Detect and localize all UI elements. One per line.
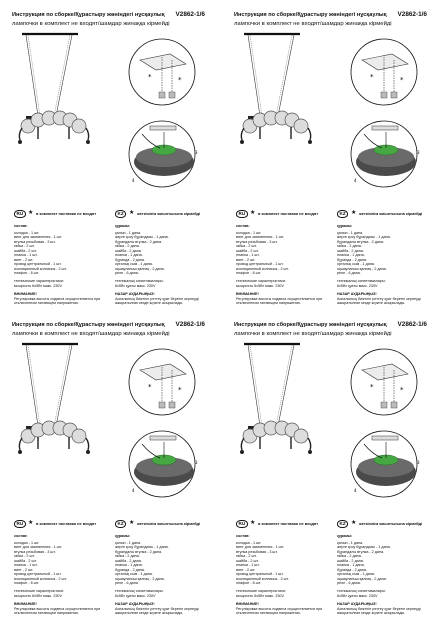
ru-item: шайба - 2 шт. — [14, 558, 37, 563]
kz-note: жеткізілім жиынтығына кірмейді — [359, 211, 423, 216]
ru-item: втулка резьбовая - 3 шт. — [14, 239, 56, 244]
assembly-illustration — [12, 30, 219, 206]
star-icon: ★ — [250, 210, 256, 216]
kz-tech-value: 6х5Вт қуаты макс. 230V — [115, 283, 156, 288]
svg-text:*: * — [370, 73, 374, 81]
kz-item: орталық сым - 1 дана. — [337, 262, 375, 267]
kz-item: жерге қосу бұрандасы - 1 дана. — [115, 235, 169, 240]
kz-item: планка - 1 дана. — [115, 253, 143, 258]
kz-item: бұрандалы втулка - 2 дана. — [115, 239, 163, 244]
instruction-sheet — [234, 12, 441, 312]
star-icon: ★ — [129, 210, 135, 216]
chandelier-illustration — [18, 34, 90, 144]
ru-item: изоляционный колпачок - 2 шт. — [236, 266, 289, 271]
model-number: V2862-1/6 — [397, 11, 427, 18]
ru-item: изоляционный колпачок - 2 шт. — [14, 266, 67, 271]
ru-item: колодка - 1 шт. — [14, 540, 40, 545]
ru-item: шайба - 2 шт. — [14, 248, 37, 253]
model-number: V2862-1/6 — [175, 11, 205, 18]
kz-tech-title: техникалық сипаттамалары: — [115, 589, 164, 594]
header-subtitle: лампочки в комплект не входят/шамдар жинаққа кірмейді — [12, 21, 170, 27]
ru-column — [236, 224, 334, 306]
ru-item: винт для заземления - 1 шт. — [14, 235, 62, 240]
kz-item: реле - 6 дана. — [337, 271, 361, 276]
ru-item: изоляционный колпачок - 2 шт. — [14, 576, 67, 581]
mounting-plate-illustration — [129, 39, 195, 105]
header-title: Инструкция по сборке/Құрастыру жөніндегі нұсқаулық — [234, 12, 387, 18]
kz-item: реле - 6 дана. — [115, 271, 139, 276]
kz-note: жеткізілім жиынтығына кірмейді — [359, 521, 423, 526]
kz-item: бұранда - 2 дана. — [115, 257, 145, 262]
svg-text:*: * — [400, 386, 404, 394]
ru-item: втулка резьбовая - 3 шт. — [236, 239, 278, 244]
kz-warning-text: Аспалының биіктігін реттеу қуат беретін кернеуді ажыратылған кезде жүзеге асырылады. — [337, 296, 421, 306]
ru-item: колодка - 1 шт. — [14, 230, 40, 235]
kz-column — [337, 534, 435, 616]
ru-heading: состав: — [14, 534, 28, 538]
kz-item: жерге қосу бұрандасы - 1 дана. — [115, 545, 169, 550]
legend-row — [234, 520, 441, 530]
kz-column — [115, 534, 213, 616]
svg-text:*: * — [178, 76, 182, 84]
kz-badge: KZ — [115, 520, 126, 528]
kz-item: орталық сым - 1 дана. — [337, 572, 375, 577]
kz-column — [337, 224, 435, 306]
svg-text:4: 4 — [132, 178, 135, 183]
mounting-plate-illustration — [129, 349, 195, 415]
kz-item: қалып - 1 дана. — [337, 540, 364, 545]
ru-tech-value: мощность 6х5Вт макс. 230V — [236, 283, 284, 288]
model-number: V2862-1/6 — [397, 321, 427, 328]
kz-item: шайба - 2 дана. — [115, 558, 142, 563]
ru-warning-text: Регулировка высоты подвеса осуществляется при отключенном питающем напряжении. — [236, 296, 323, 306]
kz-badge: KZ — [337, 210, 348, 218]
svg-text:*: * — [148, 73, 152, 81]
ru-item: планка - 1 шт. — [14, 563, 38, 568]
header-subtitle: лампочки в комплект не входят/шамдар жинаққа кірмейді — [234, 21, 392, 27]
ru-item: гайка - 2 шт. — [14, 554, 35, 559]
ru-tech-value: мощность 6х5Вт макс. 230V — [14, 283, 62, 288]
kz-item: гайка - 2 дана. — [337, 244, 362, 249]
instruction-sheet — [12, 322, 219, 622]
svg-text:4: 4 — [354, 488, 357, 493]
svg-text:3: 3 — [195, 460, 198, 465]
kz-note: жеткізілім жиынтығына кірмейді — [137, 211, 201, 216]
kz-item: жерге қосу бұрандасы - 1 дана. — [337, 545, 391, 550]
ru-heading: состав: — [236, 224, 250, 228]
ru-item: планка - 1 шт. — [236, 563, 260, 568]
kz-tech-title: техникалық сипаттамалары: — [115, 279, 164, 284]
kz-item: бұрандалы втулка - 2 дана. — [115, 549, 163, 554]
ru-item: плафон - 6 шт. — [236, 271, 261, 276]
ru-tech-title: технические характеристики: — [14, 279, 64, 284]
ru-item: втулка резьбовая - 3 шт. — [14, 549, 56, 554]
kz-item: оқшаулағыш қалпақ - 2 дана. — [337, 576, 387, 581]
ru-badge: RU — [236, 520, 248, 528]
kz-item: бұранда - 2 дана. — [115, 567, 145, 572]
ru-badge: RU — [14, 210, 26, 218]
star-icon: ★ — [351, 520, 357, 526]
ru-tech-title: технические характеристики: — [236, 589, 286, 594]
ru-warning-text: Регулировка высоты подвеса осуществляется при отключенном питающем напряжении. — [236, 606, 323, 616]
canopy-illustration — [129, 431, 198, 497]
ru-item: гайка - 2 шт. — [236, 554, 257, 559]
star-icon: ★ — [250, 520, 256, 526]
kz-item: планка - 1 дана. — [337, 253, 365, 258]
kz-item: планка - 1 дана. — [337, 563, 365, 568]
ru-item: плафон - 6 шт. — [14, 581, 39, 586]
star-icon: ★ — [28, 520, 34, 526]
ru-item: планка - 1 шт. — [14, 253, 38, 258]
ru-item: гайка - 2 шт. — [14, 244, 35, 249]
assembly-illustration — [12, 340, 219, 516]
header-subtitle: лампочки в комплект не входят/шамдар жинаққа кірмейді — [234, 331, 392, 337]
kz-item: планка - 1 дана. — [115, 563, 143, 568]
ru-badge: RU — [236, 210, 248, 218]
sheet-header — [234, 322, 441, 337]
kz-tech-value: 6х5Вт қуаты макс. 230V — [337, 283, 378, 288]
ru-tech-title: технические характеристики: — [14, 589, 64, 594]
ru-note: в комплект поставки не входят — [258, 521, 319, 526]
svg-text:4: 4 — [132, 488, 135, 493]
kz-heading: құрамы: — [337, 224, 353, 228]
ru-item: винт - 2 шт. — [236, 567, 256, 572]
ru-warning-text: Регулировка высоты подвеса осуществляется при отключенном питающем напряжении. — [14, 606, 101, 616]
chandelier-illustration — [240, 344, 312, 454]
kz-badge: KZ — [337, 520, 348, 528]
mounting-plate-illustration — [351, 39, 417, 105]
kz-item: реле - 6 дана. — [337, 581, 361, 586]
ru-warning-title: ВНИМАНИЕ! — [236, 602, 259, 607]
kz-column — [115, 224, 213, 306]
model-number: V2862-1/6 — [175, 321, 205, 328]
ru-item: винт - 2 шт. — [14, 567, 34, 572]
ru-item: провод центральный - 1 шт. — [14, 572, 62, 577]
kz-warning-text: Аспалының биіктігін реттеу қуат беретін кернеуді ажыратылған кезде жүзеге асырылады. — [115, 606, 199, 616]
ru-item: плафон - 6 шт. — [236, 581, 261, 586]
header-title: Инструкция по сборке/Құрастыру жөніндегі нұсқаулық — [12, 12, 165, 18]
ru-item: провод центральный - 1 шт. — [236, 262, 284, 267]
chandelier-illustration — [18, 344, 90, 454]
ru-warning-title: ВНИМАНИЕ! — [14, 292, 37, 297]
kz-item: бұрандалы втулка - 2 дана. — [337, 549, 385, 554]
kz-item: гайка - 2 дана. — [115, 554, 140, 559]
kz-warning-text: Аспалының биіктігін реттеу қуат беретін кернеуді ажыратылған кезде жүзеге асырылады. — [115, 296, 199, 306]
kz-item: қалып - 1 дана. — [337, 230, 364, 235]
ru-heading: состав: — [236, 534, 250, 538]
kz-tech-title: техникалық сипаттамалары: — [337, 589, 386, 594]
header-title: Инструкция по сборке/Құрастыру жөніндегі нұсқаулық — [234, 322, 387, 328]
kz-warning-title: НАЗАР АУДАРЫҢЫЗ! — [337, 602, 377, 607]
ru-item: винт для заземления - 1 шт. — [236, 545, 284, 550]
kz-tech-value: 6х5Вт қуаты макс. 230V — [115, 593, 156, 598]
svg-text:*: * — [148, 383, 152, 391]
kz-tech-title: техникалық сипаттамалары: — [337, 279, 386, 284]
kz-item: қалып - 1 дана. — [115, 540, 142, 545]
svg-text:*: * — [400, 76, 404, 84]
kz-item: орталық сым - 1 дана. — [115, 572, 153, 577]
ru-column — [14, 534, 112, 616]
header-subtitle: лампочки в комплект не входят/шамдар жинаққа кірмейді — [12, 331, 170, 337]
kz-warning-title: НАЗАР АУДАРЫҢЫЗ! — [115, 602, 155, 607]
ru-item: колодка - 1 шт. — [236, 230, 262, 235]
kz-warning-text: Аспалының биіктігін реттеу қуат беретін кернеуді ажыратылған кезде жүзеге асырылады. — [337, 606, 421, 616]
ru-note: в комплект поставки не входят — [36, 521, 97, 526]
kz-item: бұранда - 2 дана. — [337, 567, 367, 572]
ru-note: в комплект поставки не входят — [258, 211, 319, 216]
kz-item: бұранда - 2 дана. — [337, 257, 367, 262]
star-icon: ★ — [129, 520, 135, 526]
ru-column — [14, 224, 112, 306]
kz-item: реле - 6 дана. — [115, 581, 139, 586]
legend-row — [12, 520, 219, 530]
svg-text:4: 4 — [354, 178, 357, 183]
chandelier-illustration — [240, 34, 312, 144]
sheet-header — [12, 12, 219, 27]
ru-item: планка - 1 шт. — [236, 253, 260, 258]
kz-item: оқшаулағыш қалпақ - 2 дана. — [115, 576, 165, 581]
ru-item: втулка резьбовая - 3 шт. — [236, 549, 278, 554]
ru-tech-title: технические характеристики: — [236, 279, 286, 284]
kz-heading: құрамы: — [337, 534, 353, 538]
kz-item: шайба - 2 дана. — [337, 558, 364, 563]
legend-row — [234, 210, 441, 220]
sheet-header — [12, 322, 219, 337]
ru-item: плафон - 6 шт. — [14, 271, 39, 276]
ru-item: шайба - 2 шт. — [236, 248, 259, 253]
kz-item: гайка - 2 дана. — [337, 554, 362, 559]
kz-item: қалып - 1 дана. — [115, 230, 142, 235]
kz-item: оқшаулағыш қалпақ - 2 дана. — [337, 266, 387, 271]
ru-item: колодка - 1 шт. — [236, 540, 262, 545]
ru-column — [236, 534, 334, 616]
kz-item: орталық сым - 1 дана. — [115, 262, 153, 267]
svg-text:*: * — [370, 383, 374, 391]
kz-tech-value: 6х5Вт қуаты макс. 230V — [337, 593, 378, 598]
canopy-illustration — [129, 121, 198, 187]
svg-text:3: 3 — [417, 460, 420, 465]
ru-heading: состав: — [14, 224, 28, 228]
canopy-illustration — [351, 121, 420, 187]
kz-badge: KZ — [115, 210, 126, 218]
kz-note: жеткізілім жиынтығына кірмейді — [137, 521, 201, 526]
kz-warning-title: НАЗАР АУДАРЫҢЫЗ! — [337, 292, 377, 297]
kz-item: жерге қосу бұрандасы - 1 дана. — [337, 235, 391, 240]
ru-warning-title: ВНИМАНИЕ! — [14, 602, 37, 607]
star-icon: ★ — [351, 210, 357, 216]
ru-tech-value: мощность 6х5Вт макс. 230V — [236, 593, 284, 598]
ru-warning-title: ВНИМАНИЕ! — [236, 292, 259, 297]
ru-item: винт - 2 шт. — [236, 257, 256, 262]
ru-item: шайба - 2 шт. — [236, 558, 259, 563]
instruction-sheet — [12, 12, 219, 312]
kz-heading: құрамы: — [115, 534, 131, 538]
ru-item: провод центральный - 1 шт. — [236, 572, 284, 577]
kz-heading: құрамы: — [115, 224, 131, 228]
ru-item: винт - 2 шт. — [14, 257, 34, 262]
header-title: Инструкция по сборке/Құрастыру жөніндегі нұсқаулық — [12, 322, 165, 328]
kz-item: бұрандалы втулка - 2 дана. — [337, 239, 385, 244]
kz-warning-title: НАЗАР АУДАРЫҢЫЗ! — [115, 292, 155, 297]
ru-item: гайка - 2 шт. — [236, 244, 257, 249]
ru-badge: RU — [14, 520, 26, 528]
canopy-illustration — [351, 431, 420, 497]
ru-item: винт для заземления - 1 шт. — [14, 545, 62, 550]
assembly-illustration — [234, 340, 441, 516]
kz-item: шайба - 2 дана. — [337, 248, 364, 253]
kz-item: гайка - 2 дана. — [115, 244, 140, 249]
svg-text:3: 3 — [417, 150, 420, 155]
sheet-header — [234, 12, 441, 27]
instruction-sheet — [234, 322, 441, 622]
ru-warning-text: Регулировка высоты подвеса осуществляется при отключенном питающем напряжении. — [14, 296, 101, 306]
legend-row — [12, 210, 219, 220]
assembly-illustration — [234, 30, 441, 206]
ru-item: изоляционный колпачок - 2 шт. — [236, 576, 289, 581]
mounting-plate-illustration — [351, 349, 417, 415]
ru-item: провод центральный - 1 шт. — [14, 262, 62, 267]
ru-note: в комплект поставки не входят — [36, 211, 97, 216]
ru-item: винт для заземления - 1 шт. — [236, 235, 284, 240]
kz-item: шайба - 2 дана. — [115, 248, 142, 253]
star-icon: ★ — [28, 210, 34, 216]
ru-tech-value: мощность 6х5Вт макс. 230V — [14, 593, 62, 598]
kz-item: оқшаулағыш қалпақ - 2 дана. — [115, 266, 165, 271]
svg-text:*: * — [178, 386, 182, 394]
svg-text:3: 3 — [195, 150, 198, 155]
